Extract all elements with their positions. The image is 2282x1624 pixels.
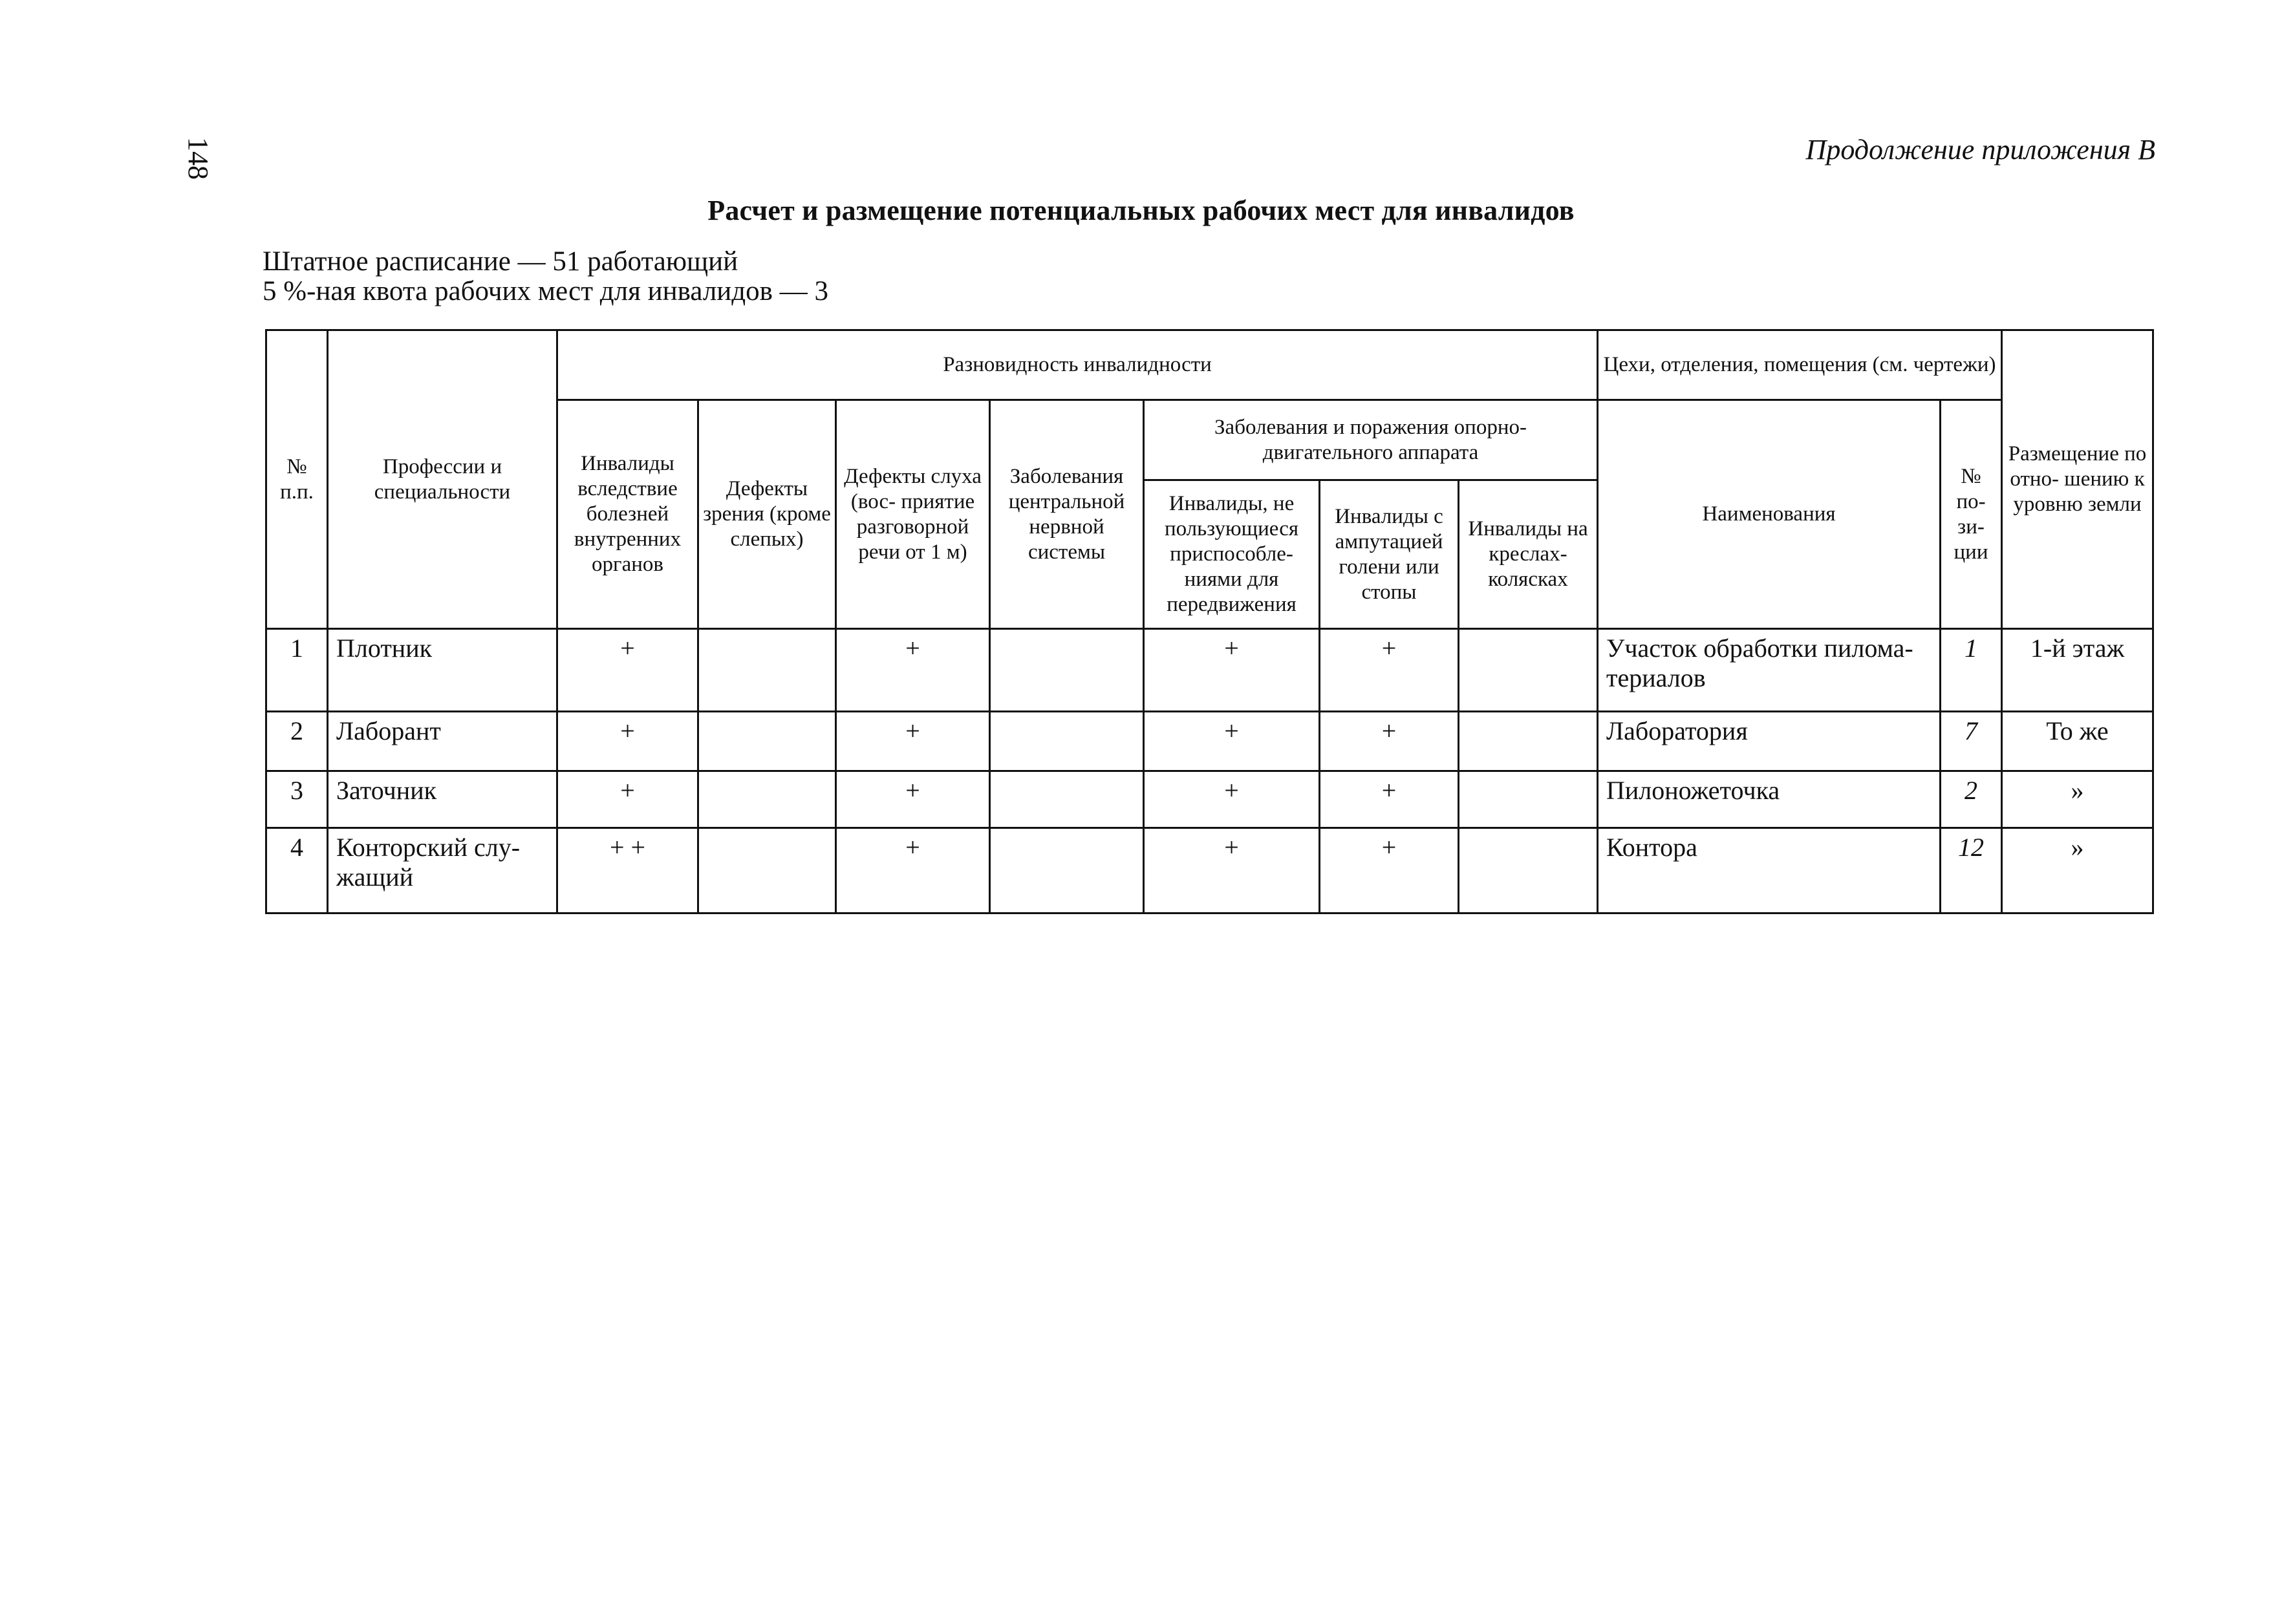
cell-placement: »	[2002, 828, 2153, 914]
cell-internal: + +	[557, 828, 698, 914]
header-vision: Дефекты зрения (кроме слепых)	[698, 400, 836, 629]
intro-block	[263, 247, 828, 306]
cell-wheelchair	[1459, 828, 1598, 914]
cell-position: 7	[1941, 712, 2002, 771]
cell-workshop-name: Лаборатория	[1598, 712, 1941, 771]
header-placement: Размещение по отно- шению к уровню земли	[2002, 330, 2153, 629]
cell-vision	[698, 629, 836, 712]
document-title: Расчет и размещение потенциальных рабочих мест для инвалидов	[707, 195, 1575, 226]
page-number: 148	[182, 137, 214, 180]
cell-workshop-name: Контора	[1598, 828, 1941, 914]
cell-profession: Плотник	[328, 629, 557, 712]
cell-num: 2	[266, 712, 328, 771]
staff-line: Штатное расписание — 51 работающий	[263, 246, 738, 277]
header-workshops: Цехи, отделения, помещения (см. чертежи)	[1598, 330, 2002, 400]
table-row	[266, 712, 2153, 771]
cell-num: 3	[266, 771, 328, 828]
cell-no-aids: +	[1144, 771, 1320, 828]
cell-profession: Лаборант	[328, 712, 557, 771]
table-row	[266, 771, 2153, 828]
quota-line: 5 %-ная квота рабочих мест для инвалидов — 3	[263, 276, 828, 306]
header-musculoskeletal: Заболевания и поражения опорно- двигательного аппарата	[1144, 400, 1598, 480]
cell-hearing: +	[836, 629, 990, 712]
cell-wheelchair	[1459, 771, 1598, 828]
header-position-no: № по- зи- ции	[1941, 400, 2002, 629]
cell-nervous	[990, 629, 1144, 712]
cell-hearing: +	[836, 771, 990, 828]
cell-amputation: +	[1320, 629, 1459, 712]
header-wheelchair: Инвалиды на креслах- колясках	[1459, 480, 1598, 629]
header-hearing: Дефекты слуха (вос- приятие разговорной речи от 1 м)	[836, 400, 990, 629]
workplaces-table	[265, 329, 2154, 914]
cell-num: 4	[266, 828, 328, 914]
cell-vision	[698, 771, 836, 828]
cell-placement: »	[2002, 771, 2153, 828]
header-disability-type: Разновидность инвалидности	[557, 330, 1598, 400]
header-profession: Профессии и специальности	[328, 330, 557, 629]
continuation-label: Продолжение приложения В	[1805, 134, 2155, 166]
cell-workshop-name: Пилоножеточка	[1598, 771, 1941, 828]
header-amputation: Инвалиды с ампутацией голени или стопы	[1320, 480, 1459, 629]
cell-no-aids: +	[1144, 828, 1320, 914]
header-num: № п.п.	[266, 330, 328, 629]
cell-amputation: +	[1320, 771, 1459, 828]
cell-amputation: +	[1320, 712, 1459, 771]
cell-hearing: +	[836, 828, 990, 914]
cell-vision	[698, 712, 836, 771]
cell-vision	[698, 828, 836, 914]
cell-hearing: +	[836, 712, 990, 771]
header-nervous-system: Заболевания центральной нервной системы	[990, 400, 1144, 629]
cell-no-aids: +	[1144, 712, 1320, 771]
cell-position: 12	[1941, 828, 2002, 914]
cell-placement: То же	[2002, 712, 2153, 771]
cell-no-aids: +	[1144, 629, 1320, 712]
cell-placement: 1-й этаж	[2002, 629, 2153, 712]
cell-internal: +	[557, 629, 698, 712]
cell-num: 1	[266, 629, 328, 712]
cell-internal: +	[557, 712, 698, 771]
cell-nervous	[990, 828, 1144, 914]
cell-internal: +	[557, 771, 698, 828]
header-names: Наименования	[1598, 400, 1941, 629]
cell-position: 1	[1941, 629, 2002, 712]
cell-wheelchair	[1459, 629, 1598, 712]
cell-workshop-name: Участок обработки пилома- териалов	[1598, 629, 1941, 712]
cell-profession: Конторский слу- жащий	[328, 828, 557, 914]
table-row	[266, 629, 2153, 712]
header-internal-organs: Инвалиды вследствие болезней внутренних органов	[557, 400, 698, 629]
cell-nervous	[990, 712, 1144, 771]
cell-amputation: +	[1320, 828, 1459, 914]
cell-nervous	[990, 771, 1144, 828]
header-no-aids: Инвалиды, не пользующиеся приспособле- ниями для передвижения	[1144, 480, 1320, 629]
cell-profession: Заточник	[328, 771, 557, 828]
cell-wheelchair	[1459, 712, 1598, 771]
cell-position: 2	[1941, 771, 2002, 828]
table-row	[266, 828, 2153, 914]
